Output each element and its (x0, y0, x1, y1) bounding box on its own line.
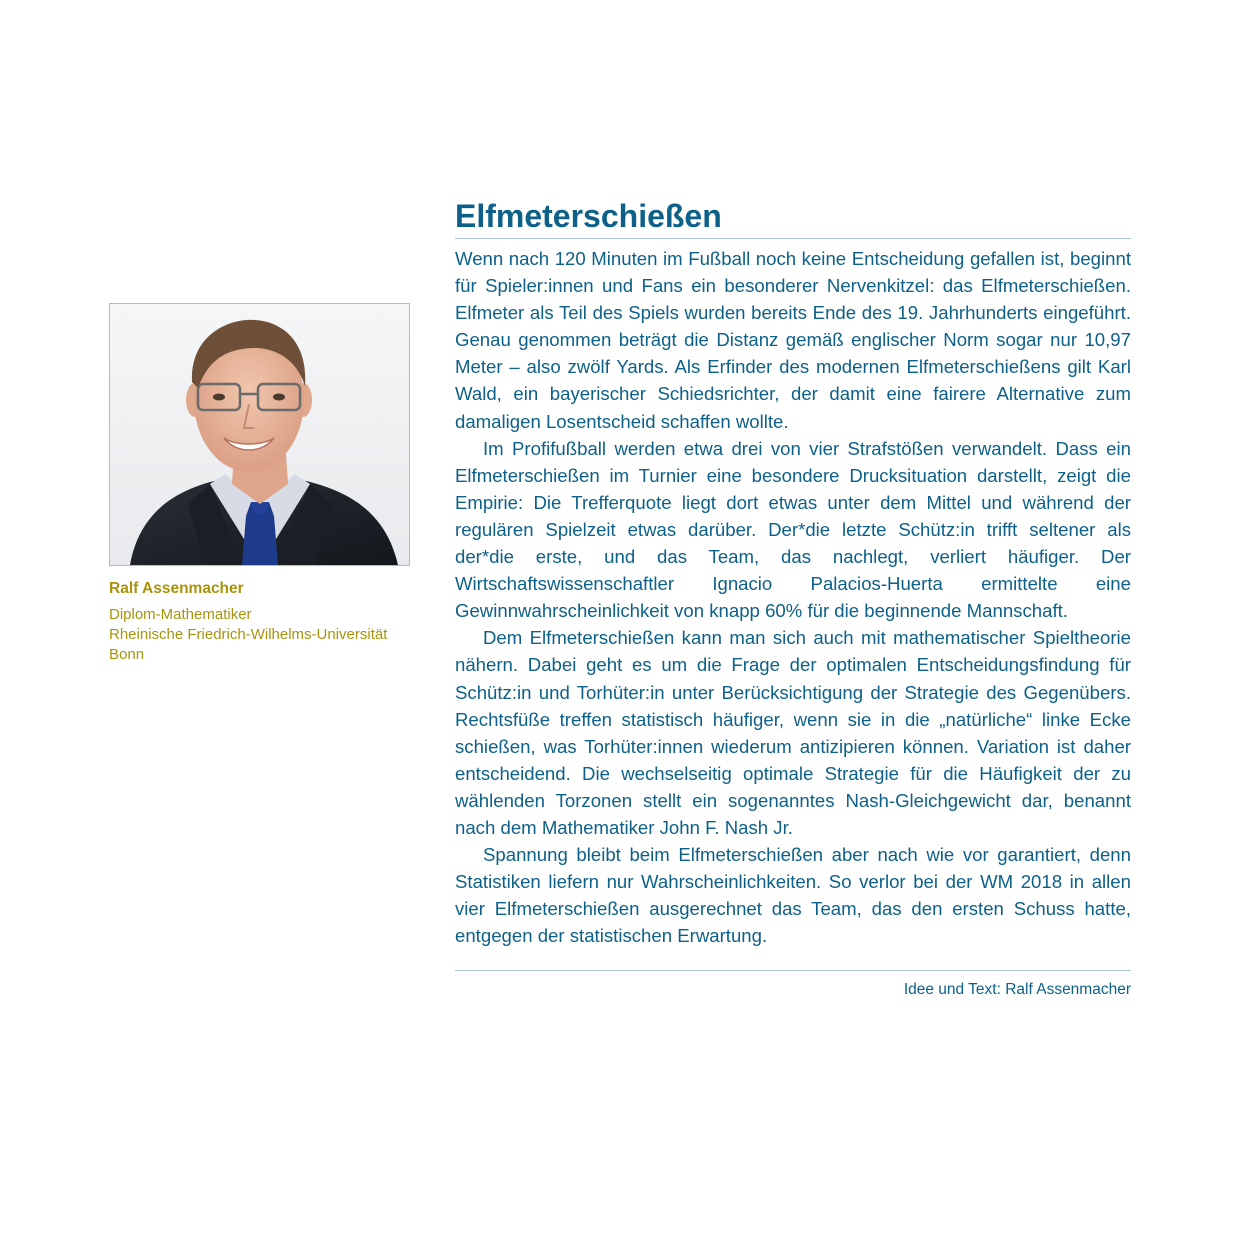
article-title: Elfmeterschießen (455, 198, 722, 234)
author-details (109, 605, 429, 665)
article (455, 196, 1131, 1000)
paragraph-1: Wenn nach 120 Minuten im Fußball noch keine Entscheidung gefallen ist, beginnt für Spieler:innen und Fans ein besonderer Nervenkitzel: das Elfmeterschießen. Elfmeter als Teil des Spiels wurden bereits Ende des 19. Jahrhunderts eingeführt. Genau genommen beträgt die Distanz gemäß englischer Norm sogar nur 10,97 Meter – also zwölf Yards. Als Erfinder des modernen Elfmeterschießens gilt Karl Wald, ein bayerischer Schiedsrichter, der damit eine fairere Alternative zum damaligen Losentscheid schaffen wollte. (455, 248, 1131, 432)
footer-divider (455, 970, 1131, 971)
paragraph-2: Im Profifußball werden etwa drei von vier Strafstößen verwandelt. Dass ein Elfmeterschießen im Turnier eine besondere Drucksituation darstellt, zeigt die Empirie: Die Trefferquote liegt dort etwas unter dem Mittel und während der regulären Spielzeit etwas darüber. Der*die letzte Schütz:in trifft seltener als der*die erste, und das Team, das nachlegt, verliert häufiger. Der Wirtschaftswissenschaftler Ignacio Palacios-Huerta ermittelte eine Gewinnwahrscheinlichkeit von knapp 60% für die beginnende Mannschaft. (455, 437, 1131, 622)
title-divider (455, 238, 1131, 239)
author-degree: Diplom-Mathematiker (109, 606, 252, 623)
author-city: Bonn (109, 646, 145, 663)
article-body (455, 245, 1131, 949)
paragraph-4: Spannung bleibt beim Elfmeterschießen aber nach wie vor garantiert, denn Statistiken liefern nur Wahrscheinlichkeiten. So verlor bei der WM 2018 in allen vier Elfmeterschießen ausgerechnet das Team, das den ersten Schuss hatte, entgegen der statistischen Erwartung. (455, 844, 1131, 947)
author-name: Ralf Assenmacher (109, 580, 244, 597)
author-affiliation: Rheinische Friedrich-Wilhelms-Universität (109, 626, 388, 643)
article-credit: Idee und Text: Ralf Assenmacher (903, 981, 1131, 999)
portrait-illustration (110, 304, 409, 565)
author-sidebar (109, 303, 429, 665)
author-portrait (109, 303, 410, 566)
paragraph-3: Dem Elfmeterschießen kann man sich auch mit mathematischer Spieltheorie nähern. Dabei geht es um die Frage der optimalen Entscheidungsfindung für Schütz:in und Torhüter:in unter Berücksichtigung der Strategie des Gegenübers. Rechtsfüße treffen statistisch häufiger, wenn sie in die „natürliche“ linke Ecke schießen, was Torhüter:innen wiederum antizipieren können. Variation ist daher entscheidend. Die wechselseitig optimale Strategie für die Häufigkeit der zu wählenden Torzonen stellt ein sogenanntes Nash-Gleichgewicht dar, benannt nach dem Mathematiker John F. Nash Jr. (455, 627, 1131, 838)
